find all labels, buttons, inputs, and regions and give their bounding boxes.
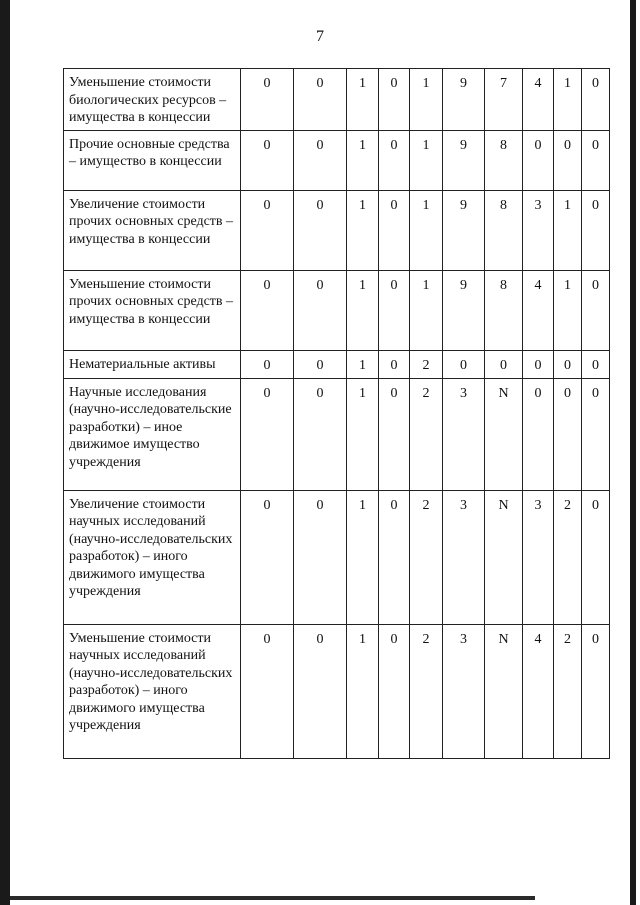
scan-edge-right bbox=[630, 0, 636, 905]
code-digit-4: 0 bbox=[379, 490, 410, 624]
code-digit-1: 0 bbox=[241, 69, 294, 131]
code-digit-5: 2 bbox=[410, 490, 443, 624]
table-row bbox=[64, 624, 610, 758]
table-row bbox=[64, 69, 610, 131]
code-digit-4: 0 bbox=[379, 378, 410, 490]
code-digit-10: 0 bbox=[582, 130, 610, 190]
code-digit-10: 0 bbox=[582, 69, 610, 131]
row-label: Увеличение стоимости прочих основных средств – имущества в концессии bbox=[64, 190, 241, 270]
code-digit-7: N bbox=[485, 378, 523, 490]
code-digit-2: 0 bbox=[294, 378, 347, 490]
code-digit-5: 1 bbox=[410, 69, 443, 131]
code-digit-8: 3 bbox=[523, 490, 554, 624]
code-digit-7: N bbox=[485, 490, 523, 624]
code-digit-4: 0 bbox=[379, 190, 410, 270]
code-digit-5: 1 bbox=[410, 190, 443, 270]
code-digit-3: 1 bbox=[347, 378, 379, 490]
code-digit-6: 3 bbox=[443, 624, 485, 758]
code-digit-2: 0 bbox=[294, 270, 347, 350]
code-digit-2: 0 bbox=[294, 190, 347, 270]
code-digit-7: 7 bbox=[485, 69, 523, 131]
code-digit-2: 0 bbox=[294, 490, 347, 624]
code-digit-4: 0 bbox=[379, 350, 410, 378]
code-digit-5: 2 bbox=[410, 378, 443, 490]
code-digit-8: 3 bbox=[523, 190, 554, 270]
code-digit-3: 1 bbox=[347, 69, 379, 131]
code-digit-8: 0 bbox=[523, 130, 554, 190]
code-digit-4: 0 bbox=[379, 270, 410, 350]
code-digit-3: 1 bbox=[347, 624, 379, 758]
code-digit-3: 1 bbox=[347, 350, 379, 378]
code-digit-8: 0 bbox=[523, 378, 554, 490]
code-digit-7: 0 bbox=[485, 350, 523, 378]
code-digit-6: 9 bbox=[443, 69, 485, 131]
code-digit-6: 3 bbox=[443, 490, 485, 624]
code-digit-7: 8 bbox=[485, 270, 523, 350]
code-digit-6: 9 bbox=[443, 190, 485, 270]
code-digit-10: 0 bbox=[582, 378, 610, 490]
code-digit-1: 0 bbox=[241, 350, 294, 378]
code-digit-9: 2 bbox=[554, 624, 582, 758]
code-digit-3: 1 bbox=[347, 190, 379, 270]
code-digit-4: 0 bbox=[379, 624, 410, 758]
table-body bbox=[64, 69, 610, 759]
code-digit-9: 0 bbox=[554, 378, 582, 490]
scan-edge-left bbox=[0, 0, 10, 905]
table-row bbox=[64, 190, 610, 270]
page-number: 7 bbox=[316, 28, 324, 45]
code-digit-9: 1 bbox=[554, 190, 582, 270]
code-digit-9: 0 bbox=[554, 350, 582, 378]
code-digit-3: 1 bbox=[347, 130, 379, 190]
code-digit-9: 0 bbox=[554, 130, 582, 190]
row-label: Уменьшение стоимости научных исследований (научно-исследовательских разработок) – иного движимого имущества учреждения bbox=[64, 624, 241, 758]
code-digit-8: 4 bbox=[523, 624, 554, 758]
code-digit-8: 4 bbox=[523, 270, 554, 350]
code-digit-10: 0 bbox=[582, 490, 610, 624]
code-digit-7: 8 bbox=[485, 190, 523, 270]
account-codes-table bbox=[63, 68, 610, 759]
code-digit-1: 0 bbox=[241, 490, 294, 624]
table-row bbox=[64, 350, 610, 378]
code-digit-5: 1 bbox=[410, 270, 443, 350]
code-digit-6: 3 bbox=[443, 378, 485, 490]
code-digit-1: 0 bbox=[241, 270, 294, 350]
code-digit-10: 0 bbox=[582, 350, 610, 378]
table-row bbox=[64, 490, 610, 624]
code-digit-2: 0 bbox=[294, 350, 347, 378]
code-digit-5: 2 bbox=[410, 350, 443, 378]
table-row bbox=[64, 130, 610, 190]
code-digit-10: 0 bbox=[582, 624, 610, 758]
code-digit-4: 0 bbox=[379, 69, 410, 131]
code-digit-10: 0 bbox=[582, 190, 610, 270]
code-digit-5: 1 bbox=[410, 130, 443, 190]
code-digit-6: 9 bbox=[443, 270, 485, 350]
row-label: Научные исследования (научно-исследовательские разработки) – иное движимое имущество учреждения bbox=[64, 378, 241, 490]
code-digit-3: 1 bbox=[347, 270, 379, 350]
code-digit-7: 8 bbox=[485, 130, 523, 190]
code-digit-2: 0 bbox=[294, 69, 347, 131]
code-digit-4: 0 bbox=[379, 130, 410, 190]
row-label: Прочие основные средства – имущество в концессии bbox=[64, 130, 241, 190]
code-digit-8: 4 bbox=[523, 69, 554, 131]
table-row bbox=[64, 378, 610, 490]
row-label: Уменьшение стоимости биологических ресурсов – имущества в концессии bbox=[64, 69, 241, 131]
code-digit-7: N bbox=[485, 624, 523, 758]
code-digit-6: 0 bbox=[443, 350, 485, 378]
code-digit-1: 0 bbox=[241, 190, 294, 270]
row-label: Увеличение стоимости научных исследований (научно-исследовательских разработок) – иного движимого имущества учреждения bbox=[64, 490, 241, 624]
code-digit-10: 0 bbox=[582, 270, 610, 350]
code-digit-5: 2 bbox=[410, 624, 443, 758]
code-digit-9: 1 bbox=[554, 270, 582, 350]
code-digit-3: 1 bbox=[347, 490, 379, 624]
table-row bbox=[64, 270, 610, 350]
code-digit-9: 1 bbox=[554, 69, 582, 131]
scan-edge-bottom bbox=[10, 896, 535, 900]
code-digit-6: 9 bbox=[443, 130, 485, 190]
code-digit-2: 0 bbox=[294, 130, 347, 190]
code-digit-9: 2 bbox=[554, 490, 582, 624]
row-label: Уменьшение стоимости прочих основных средств – имущества в концессии bbox=[64, 270, 241, 350]
code-digit-8: 0 bbox=[523, 350, 554, 378]
code-digit-1: 0 bbox=[241, 130, 294, 190]
row-label: Нематериальные активы bbox=[64, 350, 241, 378]
code-digit-2: 0 bbox=[294, 624, 347, 758]
code-digit-1: 0 bbox=[241, 624, 294, 758]
code-digit-1: 0 bbox=[241, 378, 294, 490]
